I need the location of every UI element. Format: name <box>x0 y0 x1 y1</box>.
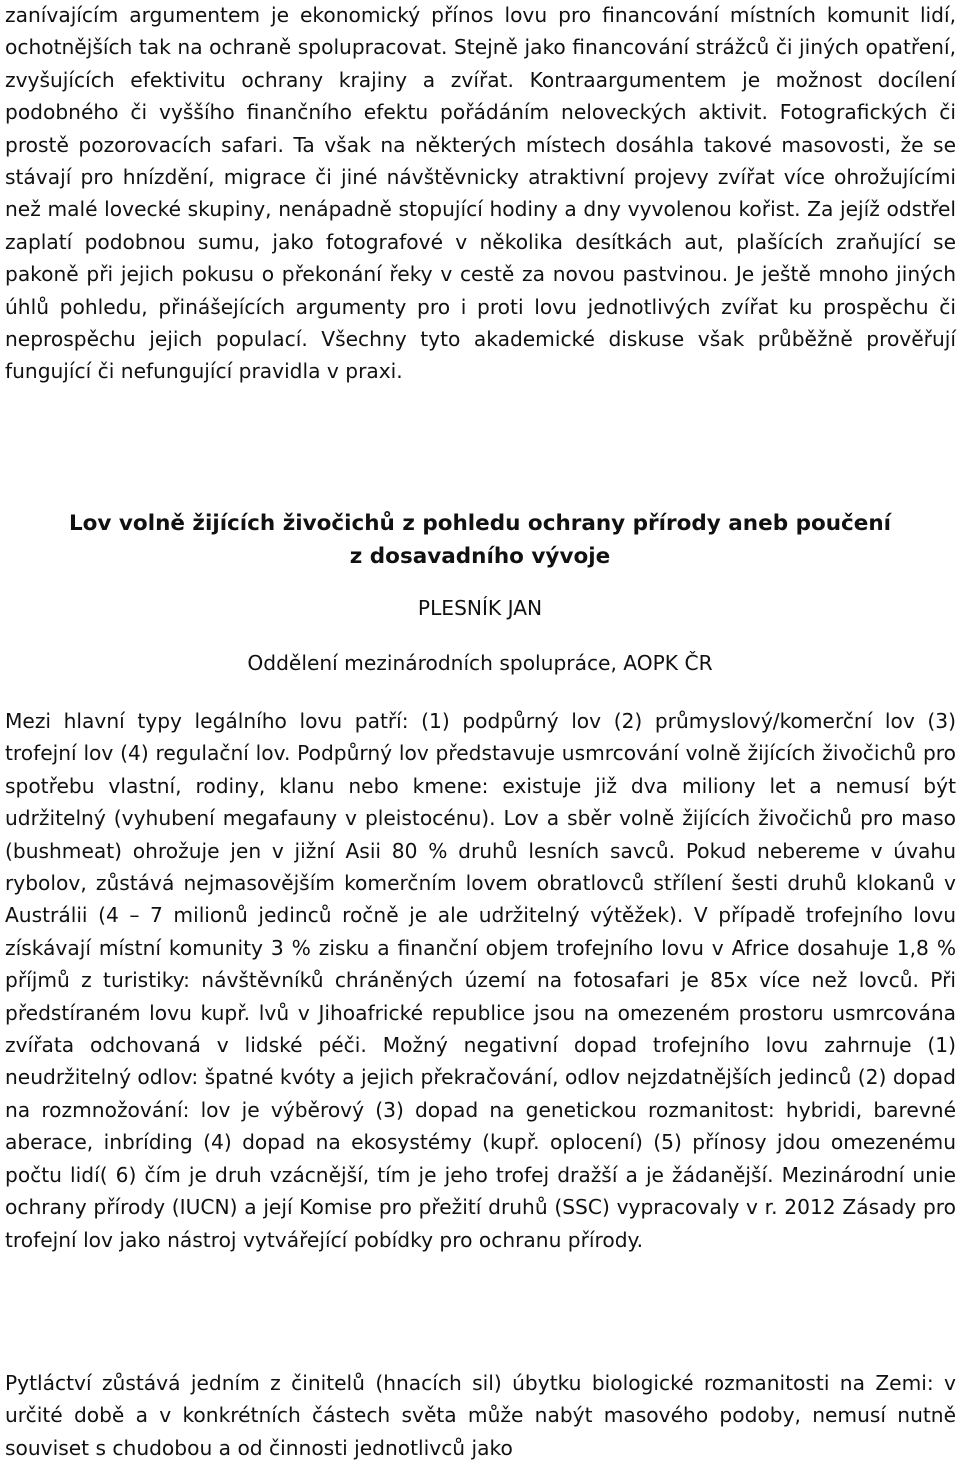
article-title-line-2: z dosavadního vývoje <box>349 543 611 569</box>
intro-paragraph: zanívajícím argumentem je ekonomický přínos lovu pro financování místních komunit lidí, ochotnějších tak na ochraně spolupracovat. Stejně jako financování strážců či jiných opatření, zvyšujících efektivitu ochrany krajiny a zvířat. Kontraargumentem je možnost docílení podobného či vyššího finančního efektu pořádáním neloveckých aktivit. Fotografických či prostě pozorovacích safari. Ta však na některých místech dosáhla takové masovosti, že se stávají pro hnízdění, migrace či jiné návštěvnicky atraktivní projevy zvířat více ohrožujícími než malé lovecké skupiny, nenápadně stopující hodiny a dny vyvolenou kořist. Za jejíž odstřel zaplatí podobnou sumu, jako fotografové v několika desítkách aut, plašících zraňující se pakoně při jejich pokusu o překonání řeky v cestě za novou pastvinou. Je ještě mnoho jiných úhlů pohledu, přinášejících argumenty pro i proti lovu jednotlivých zvířat ku prospěchu či neprospěchu jejich populací. Všechny tyto akademické diskuse však průběžně prověřují fungující či nefungující pravidla v praxi. <box>5 3 956 384</box>
article-affiliation: Oddělení mezinárodních spolupráce, AOPK ČR <box>247 651 713 675</box>
article-title-line-1: Lov volně žijících živočichů z pohledu ochrany přírody aneb poučení <box>68 511 892 536</box>
body-paragraph: Pytláctví zůstává jedním z činitelů (hnacích sil) úbytku biologické rozmanitosti na Zemi: v určité době a v konkrétních částech světa může nabýt masového podoby, nemusí nutně souviset s chudobou a od činnosti jednotlivců jako <box>5 1371 956 1460</box>
body-paragraph: Mezi hlavní typy legálního lovu patří: (1) podpůrný lov (2) průmyslový/komerční lov (3) trofejní lov (4) regulační lov. Podpůrný lov představuje usmrcování volně žijících živočichů pro spotřebu vlastní, rodiny, klanu nebo kmene: existuje již dva miliony let a nemusí být udržitelný (vyhubení megafauny v pleistocénu). Lov a sběr volně žijících živočichů pro maso (bushmeat) ohrožuje jen v jižní Asii 80 % druhů lesních savců. Pokud nebereme v úvahu rybolov, zůstává nejmasovějším komerčním lovem obratlovců střílení šesti druhů klokanů v Austrálii (4 – 7 milionů jedinců ročně je ale udržitelný výtěžek). V případě trofejního lovu získávají místní komunity 3 % zisku a finanční objem trofejního lovu v Africe dosahuje 1,8 % příjmů z turistiky: návštěvníků chráněných území na fotosafari je 85x více než lovců. Při předstíraném lovu kupř. lvů v Jihoafrické republice jsou na omezeném prostoru usmrcována zvířata odchovaná v lidské péči. Možný negativní dopad trofejního lovu zahrnuje (1) neudržitelný odlov: špatné kvóty a jejich překračování, odlov nejzdatnějších jedinců (2) dopad na rozmnožování: lov je výběrový (3) dopad na genetickou rozmanitost: hybridi, barevné aberace, inbríding (4) dopad na ekosystémy (kupř. oplocení) (5) přínosy jdou omezenému počtu lidí( 6) čím je druh vzácnější, tím je jeho trofej dražší a je žádanější. Mezinárodní unie ochrany přírody (IUCN) a její Komise pro přežití druhů (SSC) vypracovaly v r. 2012 Zásady pro trofejní lov jako nástroj vytvářející pobídky pro ochranu přírody. <box>5 709 956 1252</box>
article-title <box>0 508 960 573</box>
article-author: PLESNÍK JAN <box>417 596 543 620</box>
